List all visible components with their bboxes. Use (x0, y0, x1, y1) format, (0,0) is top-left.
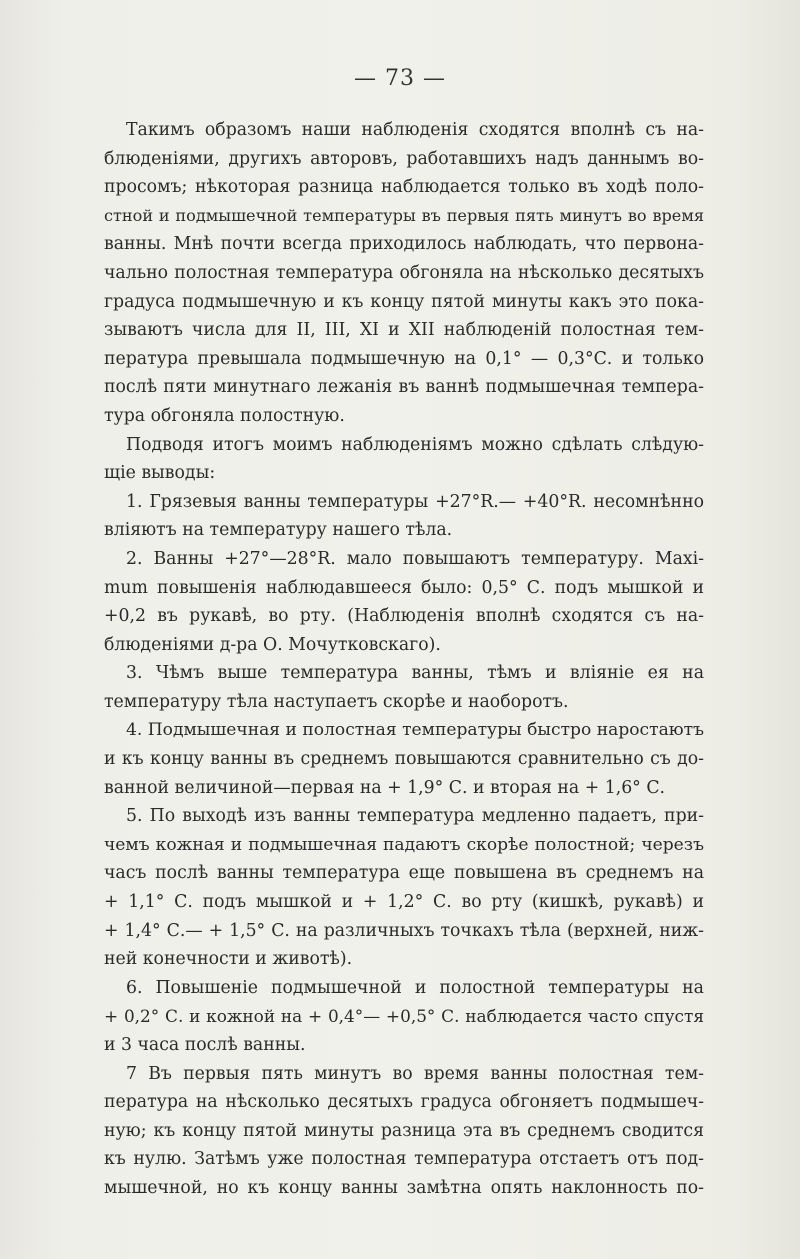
text-line: ванны. Мнѣ почти всегда приходилось наблюдать, что первона- (104, 234, 704, 255)
text-line: пература на нѣсколько десятыхъ градуса обгоняетъ подмышеч- (104, 1092, 704, 1113)
text-line: mum повышенія наблюдавшееся было: 0,5° С. подъ мышкой и (104, 577, 704, 598)
text-line: часъ послѣ ванны температура еще повышена въ среднемъ на (104, 863, 704, 884)
text-line: и къ концу ванны въ среднемъ повышаются сравнительно съ до- (104, 749, 704, 770)
text-line: 5. По выходѣ изъ ванны температура медленно падаетъ, при- (126, 806, 704, 827)
text-line: + 1,1° С. подъ мышкой и + 1,2° С. во рту (кишкѣ, рукавѣ) и (104, 892, 704, 913)
text-line: Такимъ образомъ наши наблюденія сходятся вполнѣ съ на- (126, 120, 704, 140)
text-line: ней конечности и животѣ). (104, 949, 353, 970)
text-line: 3. Чѣмъ выше температура ванны, тѣмъ и вліяніе ея на (126, 663, 704, 684)
text-line: блюденіями, другихъ авторовъ, работавшихъ надъ даннымъ во- (104, 148, 704, 169)
body-text (104, 116, 704, 1203)
text-line: чемъ кожная и подмышечная падаютъ скорѣе полостной; черезъ (104, 834, 704, 855)
text-line: послѣ пяти минутнаго лежанія въ ваннѣ подмышечная темпера- (104, 377, 704, 398)
text-line: просомъ; нѣкоторая разница наблюдается только въ ходѣ поло- (104, 177, 704, 198)
text-line: 2. Ванны +27°—28°R. мало повышаютъ температуру. Maxi- (126, 548, 704, 569)
text-line: щіе выводы: (104, 463, 216, 484)
text-line: 7 Въ первыя пять минутъ во время ванны полостная тем- (126, 1063, 704, 1084)
text-line: 6. Повышеніе подмышечной и полостной температуры на (126, 977, 704, 998)
text-line: ванной величиной—первая на + 1,9° С. и вторая на + 1,6° С. (104, 777, 666, 798)
text-line: + 1,4° С.— + 1,5° С. на различныхъ точкахъ тѣла (верхней, ниж- (104, 920, 704, 941)
text-line: и 3 часа послѣ ванны. (104, 1035, 306, 1055)
text-line: къ нулю. Затѣмъ уже полостная температура отстаетъ отъ под- (104, 1149, 704, 1170)
text-line: + 0,2° С. и кожной на + 0,4°— +0,5° С. наблюдается часто спустя (104, 1006, 704, 1027)
text-line: блюденіями д-ра О. Мочутковскаго). (104, 634, 441, 655)
text-line: температуру тѣла наступаетъ скорѣе и наоборотъ. (104, 691, 569, 712)
text-line: стной и подмышечной температуры въ первыя пять минутъ во время (104, 205, 704, 225)
text-line: 1. Грязевыя ванны температуры +27°R.— +40°R. несомнѣнно (126, 491, 704, 512)
text-line: мышечной, но къ концу ванны замѣтна опять наклонность по- (104, 1177, 704, 1198)
text-line: +0,2 въ рукавѣ, во рту. (Наблюденія вполнѣ сходятся съ на- (104, 606, 704, 627)
text-line: Подводя итогъ моимъ наблюденіямъ можно сдѣлать слѣдую- (126, 434, 704, 455)
text-line: 4. Подмышечная и полостная температуры быстро наростаютъ (126, 720, 704, 741)
text-line: градуса подмышечную и къ концу пятой минуты какъ это пока- (104, 291, 704, 312)
text-line: пература превышала подмышечную на 0,1° — 0,3°С. и только (104, 348, 704, 369)
text-line: ную; къ концу пятой минуты разница эта въ среднемъ сводится (104, 1120, 704, 1141)
text-line: чально полостная температура обгоняла на нѣсколько десятыхъ (104, 262, 704, 283)
page-number: — 73 — (354, 66, 446, 91)
text-line: зываютъ числа для II, III, XI и XII наблюденій полостная тем- (104, 320, 704, 341)
text-line: вліяютъ на температуру нашего тѣла. (104, 520, 453, 541)
text-line: тура обгоняла полостную. (104, 405, 345, 426)
